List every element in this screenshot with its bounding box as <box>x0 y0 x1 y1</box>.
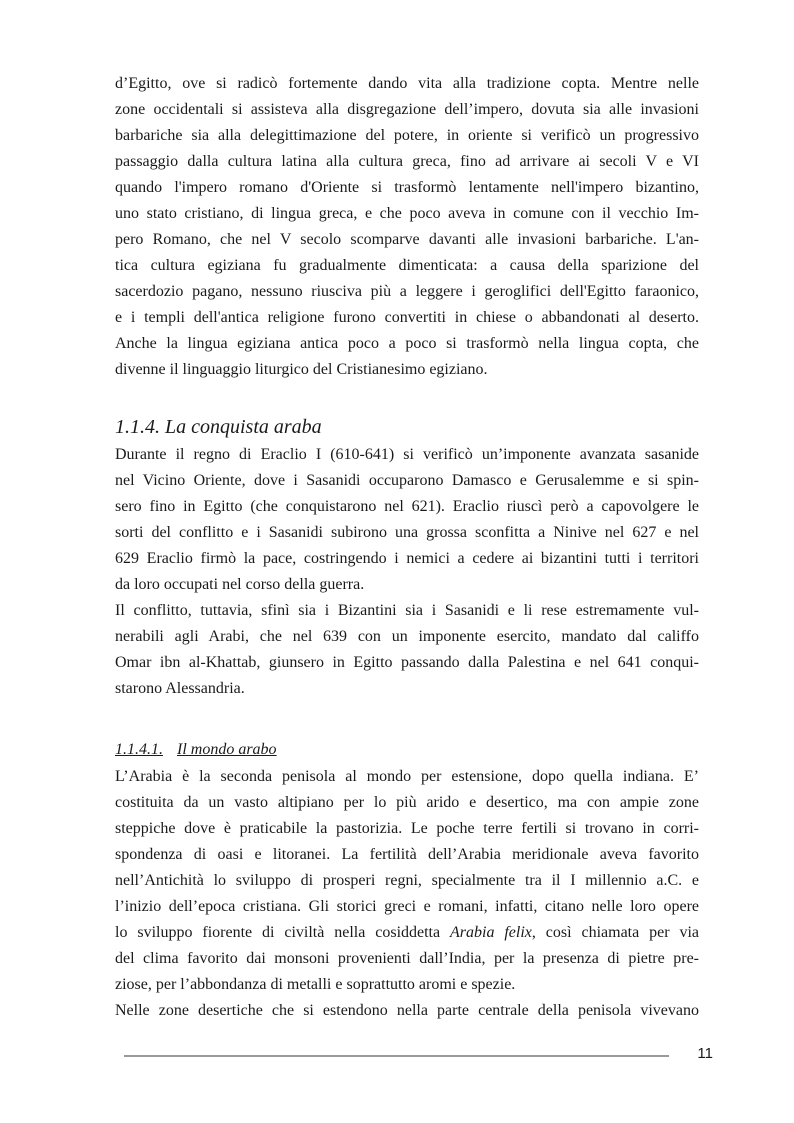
body-text-line: pero Romano, che nel V secolo scomparve davanti alle invasioni barbariche. L'an- <box>115 231 699 248</box>
body-text-line: nell’Antichità lo sviluppo di prosperi regni, specialmente tra il I millennio a.C. e <box>115 872 699 889</box>
body-text-line: d’Egitto, ove si radicò fortemente dando vita alla tradizione copta. Mentre nelle <box>115 75 699 92</box>
body-text-line: sorti del conflitto e i Sasanidi subirono una grossa sconfitta a Ninive nel 627 e nel <box>115 524 699 541</box>
body-text-line: ziose, per l’abbondanza di metalli e soprattutto aromi e spezie. <box>115 976 516 993</box>
body-text-line: sero fino in Egitto (che conquistarono nel 621). Eraclio riuscì però a capovolgere le <box>115 498 699 515</box>
subsection-title: Il mondo arabo <box>177 741 277 758</box>
body-text-line <box>115 920 699 946</box>
body-text-line: quando l'impero romano d'Oriente si trasformò lentamente nell'impero bizantino, <box>115 179 699 196</box>
body-text-line: Durante il regno di Eraclio I (610-641) si verificò un’imponente avanzata sasanide <box>115 446 699 463</box>
body-text-line: tica cultura egiziana fu gradualmente dimenticata: a causa della sparizione del <box>115 257 699 274</box>
body-text-line: sacerdozio pagano, nessuno riusciva più a leggere i geroglifici dell'Egitto faraonico, <box>115 283 699 300</box>
body-text-line: L’Arabia è la seconda penisola al mondo per estensione, dopo quella indiana. E’ <box>115 768 699 785</box>
body-text-line: divenne il linguaggio liturgico del Cristianesimo egiziano. <box>115 361 488 378</box>
body-text-line: l’inizio dell’epoca cristiana. Gli storici greci e romani, infatti, citano nelle loro opere <box>115 898 699 915</box>
body-text-line: nerabili agli Arabi, che nel 639 con un imponente esercito, mandato dal califfo <box>115 628 699 645</box>
footer-rule <box>124 1055 669 1057</box>
body-text-line: Il conflitto, tuttavia, sfinì sia i Bizantini sia i Sasanidi e li rese estremamente vul- <box>115 602 699 619</box>
text-run: lo sviluppo fiorente di civiltà nella cosiddetta <box>115 924 451 941</box>
body-text-line: passaggio dalla cultura latina alla cultura greca, fino ad arrivare ai secoli V e VI <box>115 153 699 170</box>
arabia-felix-italic: Arabia felix <box>450 924 532 941</box>
body-text-line: zone occidentali si assisteva alla disgregazione dell’impero, dovuta sia alle invasioni <box>115 101 699 118</box>
body-text-line: da loro occupati nel corso della guerra. <box>115 576 365 593</box>
body-text-line: costituita da un vasto altipiano per lo più arido e desertico, ma con ampie zone <box>115 794 699 811</box>
body-text-line: Nelle zone desertiche che si estendono nella parte centrale della penisola vivevano <box>115 1002 699 1019</box>
body-text-line: e i templi dell'antica religione furono convertiti in chiese o abbandonati al deserto. <box>115 309 699 326</box>
body-text-line: steppiche dove è praticabile la pastorizia. Le poche terre fertili si trovano in corri- <box>115 820 699 837</box>
body-text-line: Omar ibn al-Khattab, giunsero in Egitto passando dalla Palestina e nel 641 conqui- <box>115 654 699 671</box>
subsection-number: 1.1.4.1. <box>115 741 163 758</box>
text-run: , così chiamata per via <box>531 924 700 941</box>
body-text-line: uno stato cristiano, di lingua greca, e che poco aveva in comune con il vecchio Im- <box>115 205 699 222</box>
subsection-heading <box>115 737 277 763</box>
body-text-line: spondenza di oasi e litoranei. La fertilità dell’Arabia meridionale aveva favorito <box>115 846 699 863</box>
body-text-line: 629 Eraclio firmò la pace, costringendo i nemici a cedere ai bizantini tutti i territori <box>115 550 699 567</box>
body-text-line: del clima favorito dai monsoni provenienti dall’India, per la presenza di pietre pre- <box>115 950 699 967</box>
body-text-line: barbariche sia alla delegittimazione del potere, in oriente si verificò un progressivo <box>115 127 699 144</box>
body-text-line: starono Alessandria. <box>115 680 245 697</box>
page-number: 11 <box>697 1045 713 1062</box>
section-heading: 1.1.4. La conquista araba <box>115 416 322 438</box>
body-text-line: nel Vicino Oriente, dove i Sasanidi occuparono Damasco e Gerusalemme e si spin- <box>115 472 699 489</box>
body-text-line: Anche la lingua egiziana antica poco a poco si trasformò nella lingua copta, che <box>115 335 699 352</box>
